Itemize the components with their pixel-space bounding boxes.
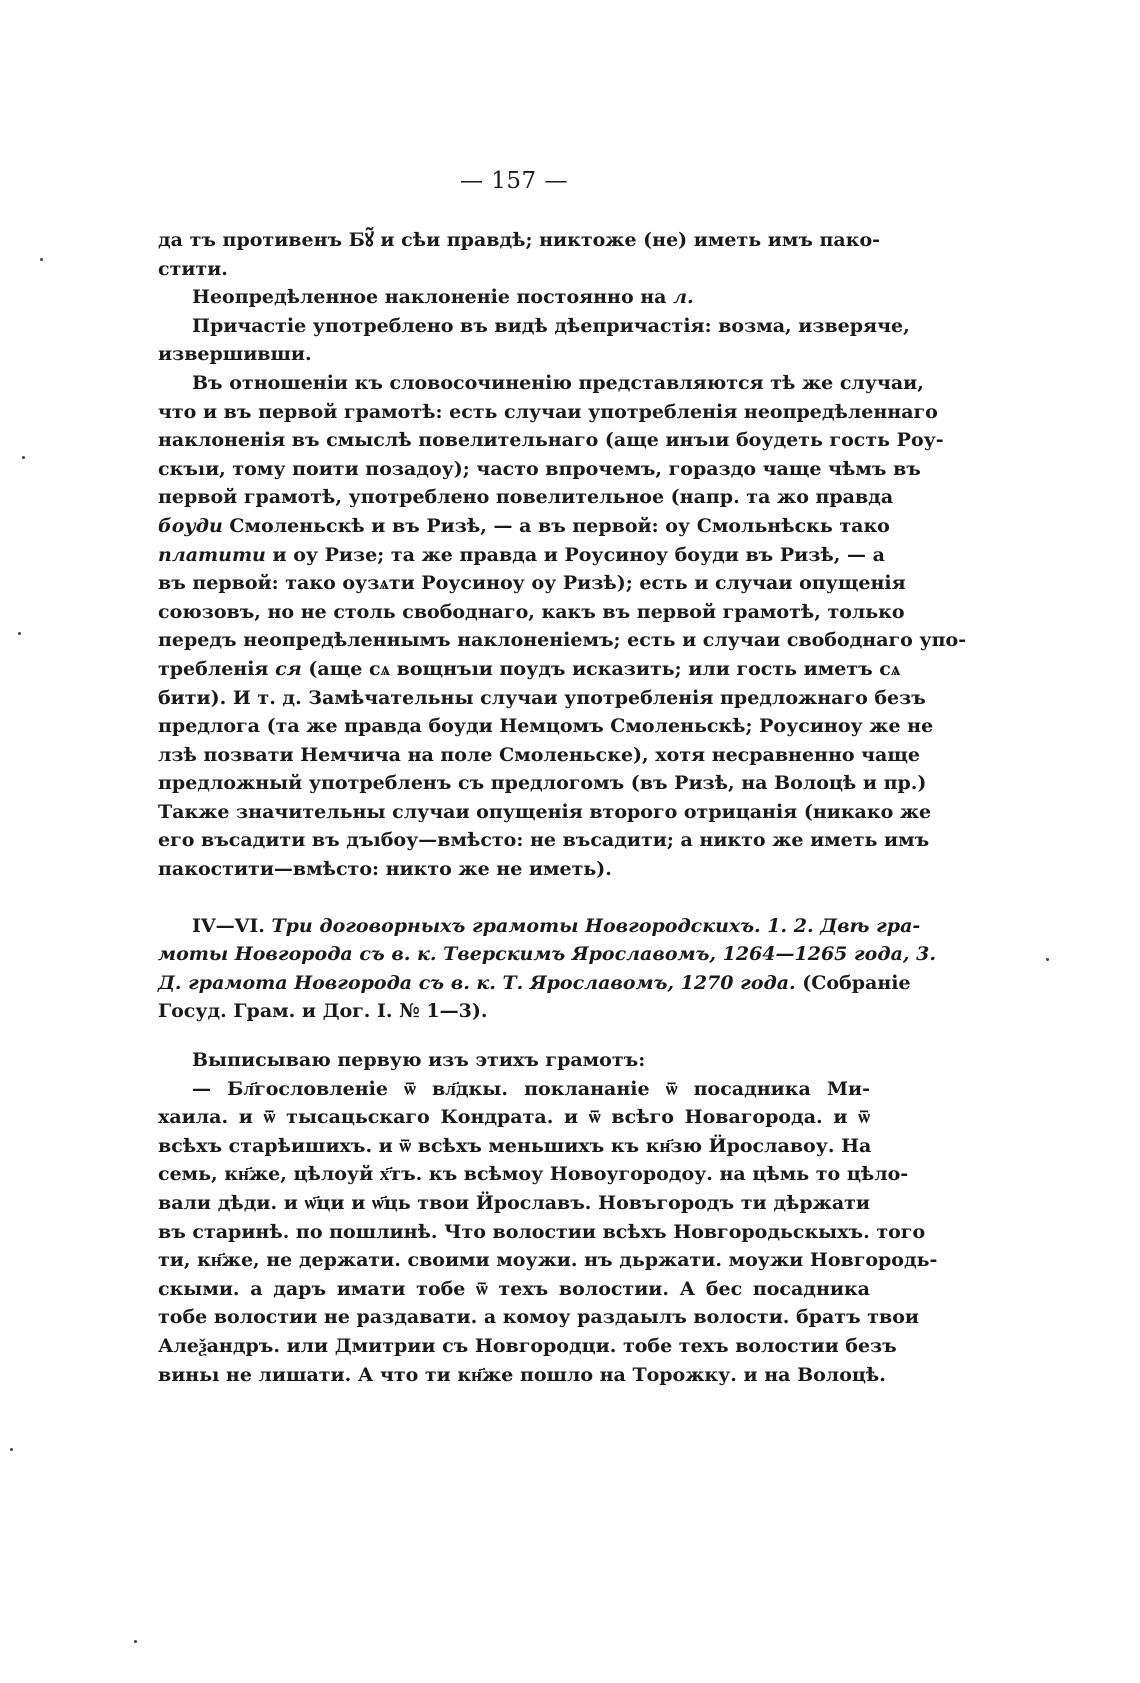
italic-fragment: л. <box>673 286 694 309</box>
text-fragment: (аще сѧ вощнъıи поудъ исказить; или гость иметъ сѧ <box>301 657 901 680</box>
text-line <box>158 655 901 684</box>
paragraph-intro: Выписываю первую изъ этихъ грамотъ: <box>192 1049 646 1072</box>
quote-line: семь, кн҃же, цѣлоуй х҃тъ. къ всѣмоу Новоугородоу. на цѣмь то цѣло- <box>158 1163 909 1186</box>
text-line: Въ отношеніи къ словосочиненію представляются тѣ же случаи, <box>192 371 924 394</box>
paragraph-participle <box>158 312 910 369</box>
text-line: предлога (та же правда боуди Немцомъ Смоленьскѣ; Роусиноу же не <box>158 715 934 738</box>
scan-speck <box>22 456 25 459</box>
scan-speck <box>18 632 21 635</box>
text-line: наклоненія въ смыслѣ повелительнаго (аще инъıи боудеть гость Роу- <box>158 429 944 452</box>
text-line: да тъ противенъ Бꙋ̃ и сѣи правдѣ; никтоже (не) иметь имъ пако- <box>158 229 881 251</box>
text-line: извершивши. <box>158 343 312 366</box>
quote-line: виньı не лишати. А что ти кн҃же пошло на Торожку. и на Волоцѣ. <box>158 1363 886 1386</box>
heading-line <box>158 969 911 998</box>
text-line: стити. <box>158 257 228 280</box>
text-line: союзовъ, но не столь свободнаго, какъ въ первой грамотѣ, только <box>158 600 905 623</box>
paragraph-infinitive <box>158 283 870 312</box>
quote-line: тобе волостии не раздавати. а комоу раздаылъ волости. братъ твои <box>158 1306 920 1329</box>
text-line <box>158 541 885 570</box>
scan-speck <box>134 1640 137 1643</box>
text-line: передъ неопредѣленнымъ наклоненіемъ; есть и случаи свободнаго упо- <box>158 629 967 652</box>
scan-speck <box>40 258 43 261</box>
quote-line: — Бл҃гословленіе ѿ вл҃дкы. поклананіе ѿ посадника Ми- <box>192 1077 870 1100</box>
quote-line: въ старинѣ. по пошлинѣ. Что волостии всѣхъ Новгородьскыхъ. того <box>158 1220 926 1243</box>
text-line: его въсадити въ дъıбоу—вмѣсто: не въсадити; а никто же иметь имъ <box>158 829 930 852</box>
text-fragment: Смоленьскѣ и въ Ризѣ, — а въ первой: оу Смольнѣскь тако <box>222 514 890 537</box>
scan-speck <box>10 1448 13 1451</box>
italic-fragment: моты Новгорода съ в. к. Тверскимъ Ярославомъ, 1264—1265 года, 3. <box>158 943 936 966</box>
text-line <box>158 512 890 541</box>
section-gap <box>158 1026 870 1046</box>
quote-line: ти, кн҃же, не держати. своими моужи. нъ дьржати. моужи Новгородь- <box>158 1249 938 1272</box>
text-fragment: требленія <box>158 657 276 680</box>
quote-line: Алеѯандръ. или Дмитрии съ Новгородци. тобе техъ волостии безъ <box>158 1334 897 1357</box>
italic-fragment: платити <box>158 543 266 566</box>
quote-line: скыми. а даръ имати тобе ѿ техъ волостии. А бес посадника <box>158 1277 870 1300</box>
text-line: въ первой: тако оузѧти Роусиноу оу Ризѣ); есть и случаи опущенія <box>158 572 906 595</box>
italic-fragment: Три договорныхъ грамоты Новгородскихъ. 1. 2. Двѣ гра- <box>271 914 921 937</box>
text-line: бити). И т. д. Замѣчательны случаи употребленія предложнаго безъ <box>158 686 926 709</box>
book-page <box>158 168 967 1389</box>
italic-fragment: Д. грамота Новгорода съ в. к. Т. Ярославомъ, 1270 года. <box>158 971 796 994</box>
heading-line <box>158 940 936 969</box>
text-fragment: (Собраніе <box>795 971 911 994</box>
heading-line <box>158 912 921 941</box>
italic-fragment: боуди <box>158 514 223 537</box>
text-line: Причастіе употреблено въ видѣ дѣепричастія: возма, изверяче, <box>192 314 910 337</box>
italic-fragment: ся <box>275 657 302 680</box>
text-line: скъıи, тому поити позадоу); часто впрочемъ, гораздо чаще чѣмъ въ <box>158 457 921 480</box>
quote-line: вали дѣди. и ѡ҃ци и ѡ҃ць твои Ӥрославъ. Новъгородъ ти дѣржати <box>158 1192 870 1214</box>
text-line: Также значительны случаи опущенія второго отрицанія (никако же <box>158 800 932 823</box>
page-number: — 157 — <box>459 168 569 194</box>
text-fragment: Неопредѣленное наклоненіе постоянно на <box>192 286 674 309</box>
heading-line: Госуд. Грам. и Дог. I. № 1—3). <box>158 1000 488 1023</box>
text-line: первой грамотѣ, употреблено повелительное (напр. та жо правда <box>158 486 894 509</box>
paragraph-syntax <box>158 369 967 884</box>
scan-speck <box>1046 958 1049 961</box>
quote-line: хаила. и ѿ тысацьскаго Кондрата. и ѿ всѣго Новагорода. и ѿ <box>158 1106 870 1129</box>
text-line: предложный употребленъ съ предлогомъ (въ Ризѣ, на Волоцѣ и пр.) <box>158 772 927 795</box>
section-heading <box>158 912 936 1026</box>
paragraph-continuation <box>158 226 881 283</box>
text-fragment: и оу Ризе; та же правда и Роусиноу боуди въ Ризѣ, — а <box>265 543 885 566</box>
text-line: пакостити—вмѣсто: никто же не иметь). <box>158 858 612 881</box>
text-line: что и въ первой грамотѣ: есть случаи употребленія неопредѣленнаго <box>158 400 938 423</box>
text-line: лзѣ позвати Немчича на поле Смоленьске), хотя несравненно чаще <box>158 743 921 766</box>
charter-quote <box>158 1075 938 1390</box>
quote-line: всѣхъ старѣишихъ. и ѿ всѣхъ меньшихъ къ кн҃зю Ӥрославоу. На <box>158 1134 872 1157</box>
section-numeral: IV—VI. <box>192 914 265 937</box>
section-gap <box>158 884 870 912</box>
